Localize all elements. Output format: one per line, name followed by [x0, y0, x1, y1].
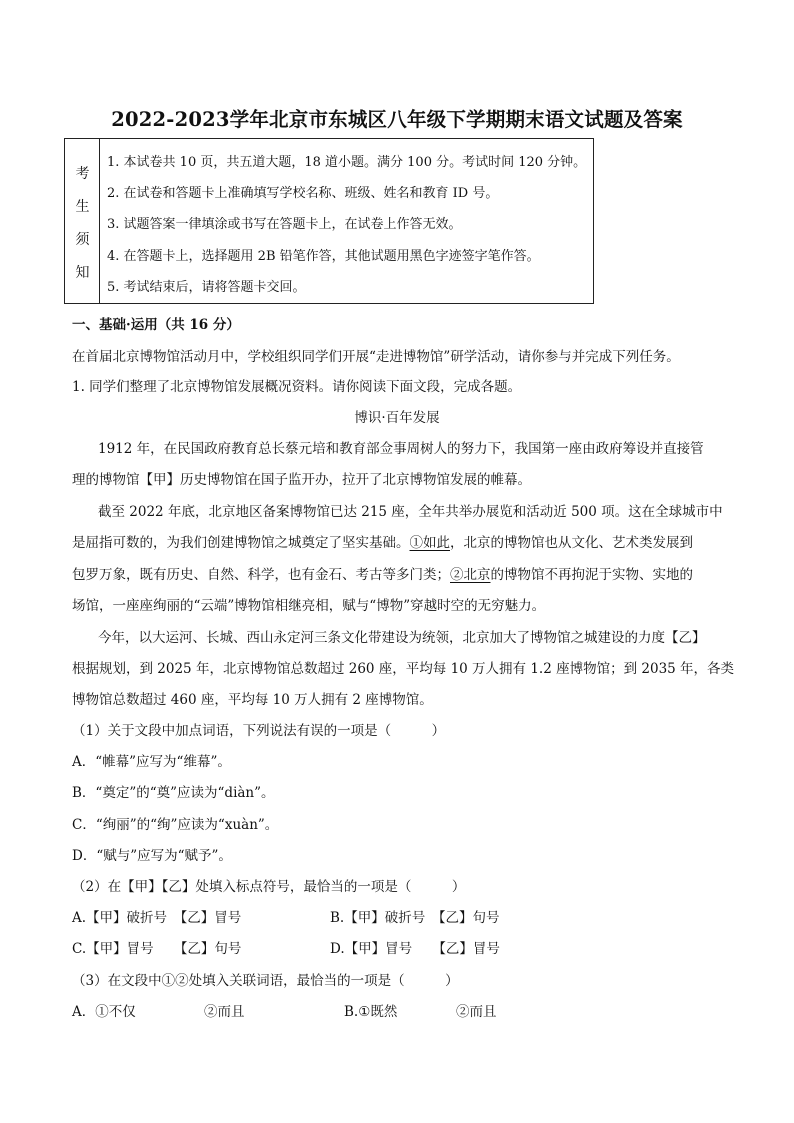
question-stem: （2）在【甲】【乙】处填入标点符号，最恰当的一项是（ ）: [72, 879, 466, 895]
option-c: C.【甲】冒号 【乙】句号: [72, 941, 242, 957]
option-d: D．“赋与”应写为“赋予”。: [72, 848, 232, 864]
option-b: B．“奠定”的“奠”应读为“diàn”。: [72, 785, 275, 801]
notice-item: 5. 考试结束后，请将答题卡交回。: [107, 280, 306, 295]
option-d: D.【甲】冒号 【乙】冒号: [330, 941, 500, 957]
passage-line: 截至 2022 年底，北京地区备案博物馆已达 215 座，全年共举办展览和活动近 500 项。这在全球城市中: [98, 504, 723, 520]
notice-side-char: 须: [75, 232, 90, 248]
option-a-part2: ②而且: [204, 1004, 245, 1020]
passage-line: 根据规划，到 2025 年，北京博物馆总数超过 260 座，平均每 10 万人拥有 1.2 座博物馆；到 2035 年，各类: [72, 661, 735, 677]
blank-marker-1: ①如此: [409, 535, 450, 551]
option-b: B.【甲】破折号 【乙】句号: [330, 910, 500, 926]
exam-notice-box: [64, 138, 594, 304]
passage-line: [72, 563, 693, 583]
passage-line: 博物馆总数超过 460 座，平均每 10 万人拥有 2 座博物馆。: [72, 692, 433, 708]
passage-text: 包罗万象，既有历史、自然、科学，也有金石、考古等多门类；: [72, 567, 450, 583]
passage-line: 理的博物馆【甲】历史博物馆在国子监开办，拉开了北京博物馆发展的帷幕。: [72, 472, 531, 488]
passage-title: 博识·百年发展: [354, 410, 440, 426]
notice-side-char: 考: [75, 166, 90, 182]
passage-text: 的博物馆不再拘泥于实物、实地的: [490, 567, 693, 583]
option-b-part2: ②而且: [456, 1004, 497, 1020]
notice-item: 2. 在试卷和答题卡上准确填写学校名称、班级、姓名和教育 ID 号。: [107, 186, 499, 201]
option-a: A．“帷幕”应写为“维幕”。: [72, 754, 231, 770]
passage-text: ，北京的博物馆也从文化、艺术类发展到: [450, 535, 693, 551]
notice-side-char: 生: [75, 199, 90, 215]
question-stem: （1）关于文段中加点词语，下列说法有误的一项是（ ）: [72, 723, 446, 739]
question-stem: （3）在文段中①②处填入关联词语，最恰当的一项是（ ）: [72, 973, 459, 989]
passage-line: 场馆，一座座绚丽的“云端”博物馆相继亮相，赋与“博物”穿越时空的无穷魅力。: [72, 598, 546, 614]
option-a: A.【甲】破折号 【乙】冒号: [72, 910, 242, 926]
notice-item: 3. 试题答案一律填涂或书写在答题卡上，在试卷上作答无效。: [107, 217, 462, 232]
document-title: 2022-2023学年北京市东城区八年级下学期期末语文试题及答案: [111, 108, 683, 131]
blank-marker-2: ②北京: [450, 567, 491, 583]
section-heading: 一、基础·运用（共 16 分）: [72, 317, 240, 333]
question-1-prompt: 1. 同学们整理了北京博物馆发展概况资料。请你阅读下面文段，完成各题。: [72, 379, 522, 395]
option-b: B.①既然: [344, 1004, 398, 1020]
notice-item: 1. 本试卷共 10 页，共五道大题，18 道小题。满分 100 分。考试时间 120 分钟。: [107, 155, 587, 170]
section-intro: 在首届北京博物馆活动月中，学校组织同学们开展“走进博物馆”研学活动，请你参与并完成下列任务。: [72, 349, 680, 365]
passage-text: 是屈指可数的，为我们创建博物馆之城奠定了坚实基础。: [72, 535, 410, 551]
notice-side-char: 知: [75, 265, 90, 281]
notice-item: 4. 在答题卡上，选择题用 2B 铅笔作答，其他试题用黑色字迹签字笔作答。: [107, 249, 540, 264]
passage-line: [72, 531, 693, 551]
option-a: A．①不仅: [72, 1004, 136, 1020]
notice-side-label: [65, 139, 100, 303]
option-c: C．“绚丽”的“绚”应读为“xuàn”。: [72, 817, 279, 833]
passage-line: 1912 年，在民国政府教育总长蔡元培和教育部佥事周树人的努力下，我国第一座由政府筹设并直接管: [98, 441, 704, 457]
passage-line: 今年，以大运河、长城、西山永定河三条文化带建设为统领，北京加大了博物馆之城建设的力度【乙】: [98, 630, 706, 646]
